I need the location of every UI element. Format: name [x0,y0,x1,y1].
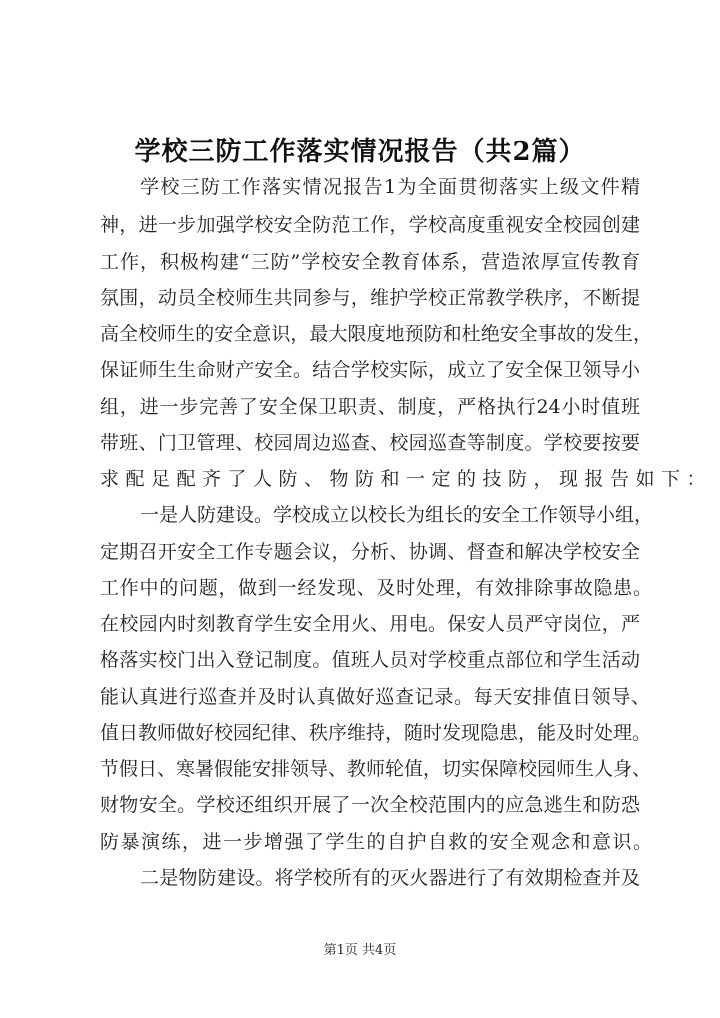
text-line: 工作中的问题，做到一经发现、及时处理，有效排除事故隐患。 [100,577,652,599]
text-line: 财物安全。学校还组织开展了一次全校范围内的应急逃生和防恐 [100,794,640,816]
text-line: 能认真进行巡查并及时认真做好巡查记录。每天安排值日领导、 [100,686,650,708]
text-line: 组，进一步完善了安全保卫职责、制度，严格执行24小时值班 [100,396,640,418]
text-line: 求配足配齐了人防、物防和一定的技防，现报告如下： [100,468,713,490]
text-line: 格落实校门出入登记制度。值班人员对学校重点部位和学生活动 [100,649,640,671]
text-line: 一是人防建设。学校成立以校长为组长的安全工作领导小组， [140,504,654,526]
document-title: 学校三防工作落实情况报告（共2篇） [134,137,586,167]
text-line: 防暴演练，进一步增强了学生的自护自救的安全观念和意识。 [100,831,652,853]
text-line: 保证师生生命财产安全。结合学校实际，成立了安全保卫领导小 [100,359,640,381]
text-line: 带班、门卫管理、校园周边巡查、校园巡查等制度。学校要按要 [100,432,640,454]
text-line: 节假日、寒暑假能安排领导、教师轮值，切实保障校园师生人身、 [100,758,652,780]
text-line: 在校园内时刻教育学生安全用火、用电。保安人员严守岗位，严 [100,613,640,635]
text-line: 定期召开安全工作专题会议，分析、协调、督查和解决学校安全 [100,541,640,563]
text-line: 值日教师做好校园纪律、秩序维持，随时发现隐患，能及时处理。 [100,722,652,744]
text-line: 神，进一步加强学校安全防范工作，学校高度重视安全校园创建 [100,214,640,236]
text-line: 工作，积极构建“三防”学校安全教育体系，营造浓厚宣传教育 [100,251,640,273]
text-line: 二是物防建设。将学校所有的灭火器进行了有效期检查并及 [140,867,640,889]
text-line: 高全校师生的安全意识，最大限度地预防和杜绝安全事故的发生， [100,323,652,345]
text-line: 氛围，动员全校师生共同参与，维护学校正常教学秩序，不断提 [100,287,640,309]
text-line: 学校三防工作落实情况报告1为全面贯彻落实上级文件精 [140,176,640,198]
page-number: 第1页 共4页 [323,943,397,958]
